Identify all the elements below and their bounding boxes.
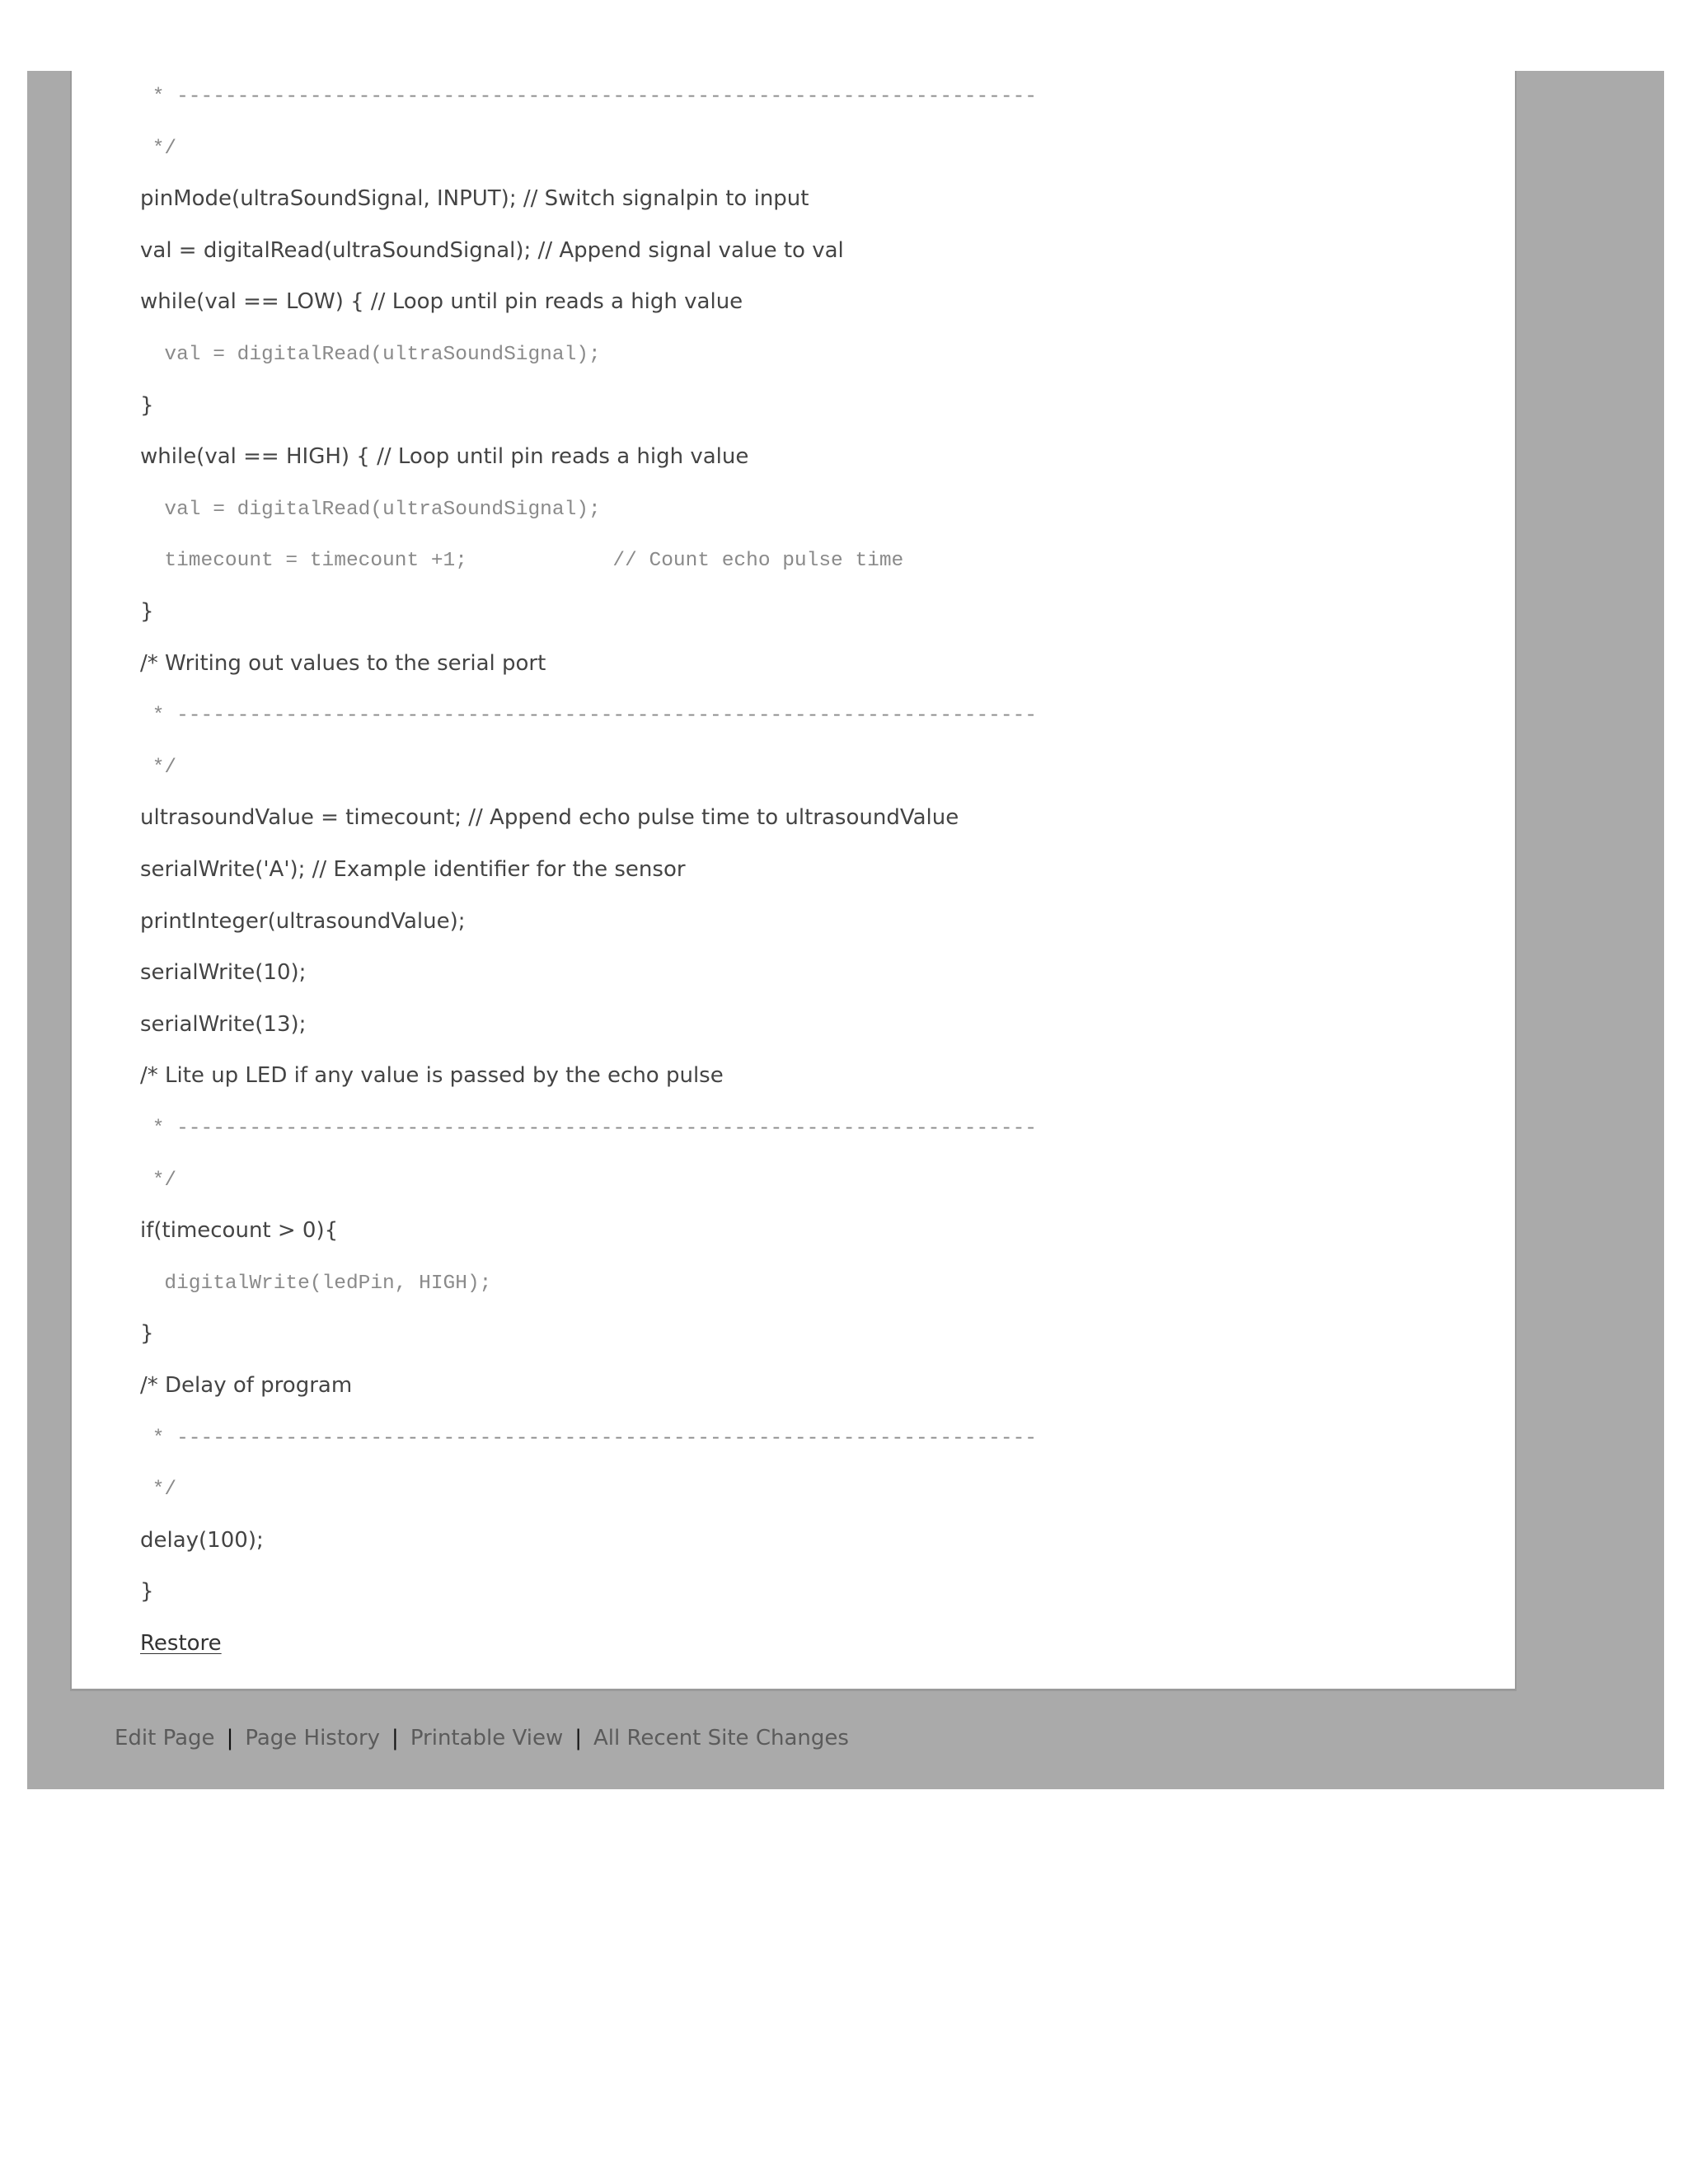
content-panel (70, 71, 1517, 1691)
code-line-mono: digitalWrite(ledPin, HIGH); (140, 1272, 492, 1295)
code-line-mono: val = digitalRead(ultraSoundSignal); (140, 498, 601, 521)
code-line-mono: * ----------------------------------------------------------------------- (140, 705, 1037, 728)
code-line: delay(100); (140, 1527, 264, 1553)
code-line: serialWrite(13); (140, 1011, 307, 1037)
code-line-mono: */ (140, 756, 177, 779)
code-line-mono: val = digitalRead(ultraSoundSignal); (140, 344, 601, 366)
code-line: serialWrite(10); (140, 960, 307, 986)
page-footer (115, 1727, 849, 1749)
code-line: /* Delay of program (140, 1373, 353, 1398)
restore-link[interactable]: Restore (140, 1631, 222, 1656)
code-line: /* Writing out values to the serial port (140, 650, 546, 676)
code-line: } (140, 599, 154, 624)
code-line: val = digitalRead(ultraSoundSignal); // Append signal value to val (140, 237, 844, 263)
code-line: ultrasoundValue = timecount; // Append echo pulse time to ultrasoundValue (140, 805, 959, 831)
footer-separator: | (392, 1726, 399, 1750)
code-line: } (140, 392, 154, 418)
page-history-link[interactable]: Page History (245, 1726, 381, 1750)
code-line: while(val == LOW) { // Loop until pin reads a high value (140, 289, 743, 315)
code-line: pinMode(ultraSoundSignal, INPUT); // Switch signalpin to input (140, 186, 809, 212)
footer-separator: | (574, 1726, 583, 1750)
code-line: serialWrite('A'); // Example identifier for the sensor (140, 857, 686, 882)
page-frame (27, 71, 1664, 1789)
printable-view-link[interactable]: Printable View (410, 1726, 564, 1750)
code-line-mono: */ (140, 1169, 177, 1192)
code-line-mono: * ----------------------------------------------------------------------- (140, 1118, 1037, 1140)
code-line-mono: */ (140, 137, 177, 160)
code-line: } (140, 1579, 154, 1605)
code-line: } (140, 1321, 154, 1347)
code-line-mono: */ (140, 1479, 177, 1502)
code-line: printInteger(ultrasoundValue); (140, 908, 466, 934)
edit-page-link[interactable]: Edit Page (115, 1726, 215, 1750)
code-line-mono: * ----------------------------------------------------------------------- (140, 86, 1037, 108)
code-line: /* Lite up LED if any value is passed by the echo pulse (140, 1063, 724, 1089)
all-recent-site-changes-link[interactable]: All Recent Site Changes (593, 1726, 849, 1750)
code-line: while(val == HIGH) { // Loop until pin reads a high value (140, 444, 749, 470)
code-line-mono: timecount = timecount +1; // Count echo pulse time (140, 550, 904, 573)
code-line: if(timecount > 0){ (140, 1218, 339, 1244)
footer-separator: | (226, 1726, 234, 1750)
code-line-mono: * ----------------------------------------------------------------------- (140, 1427, 1037, 1450)
